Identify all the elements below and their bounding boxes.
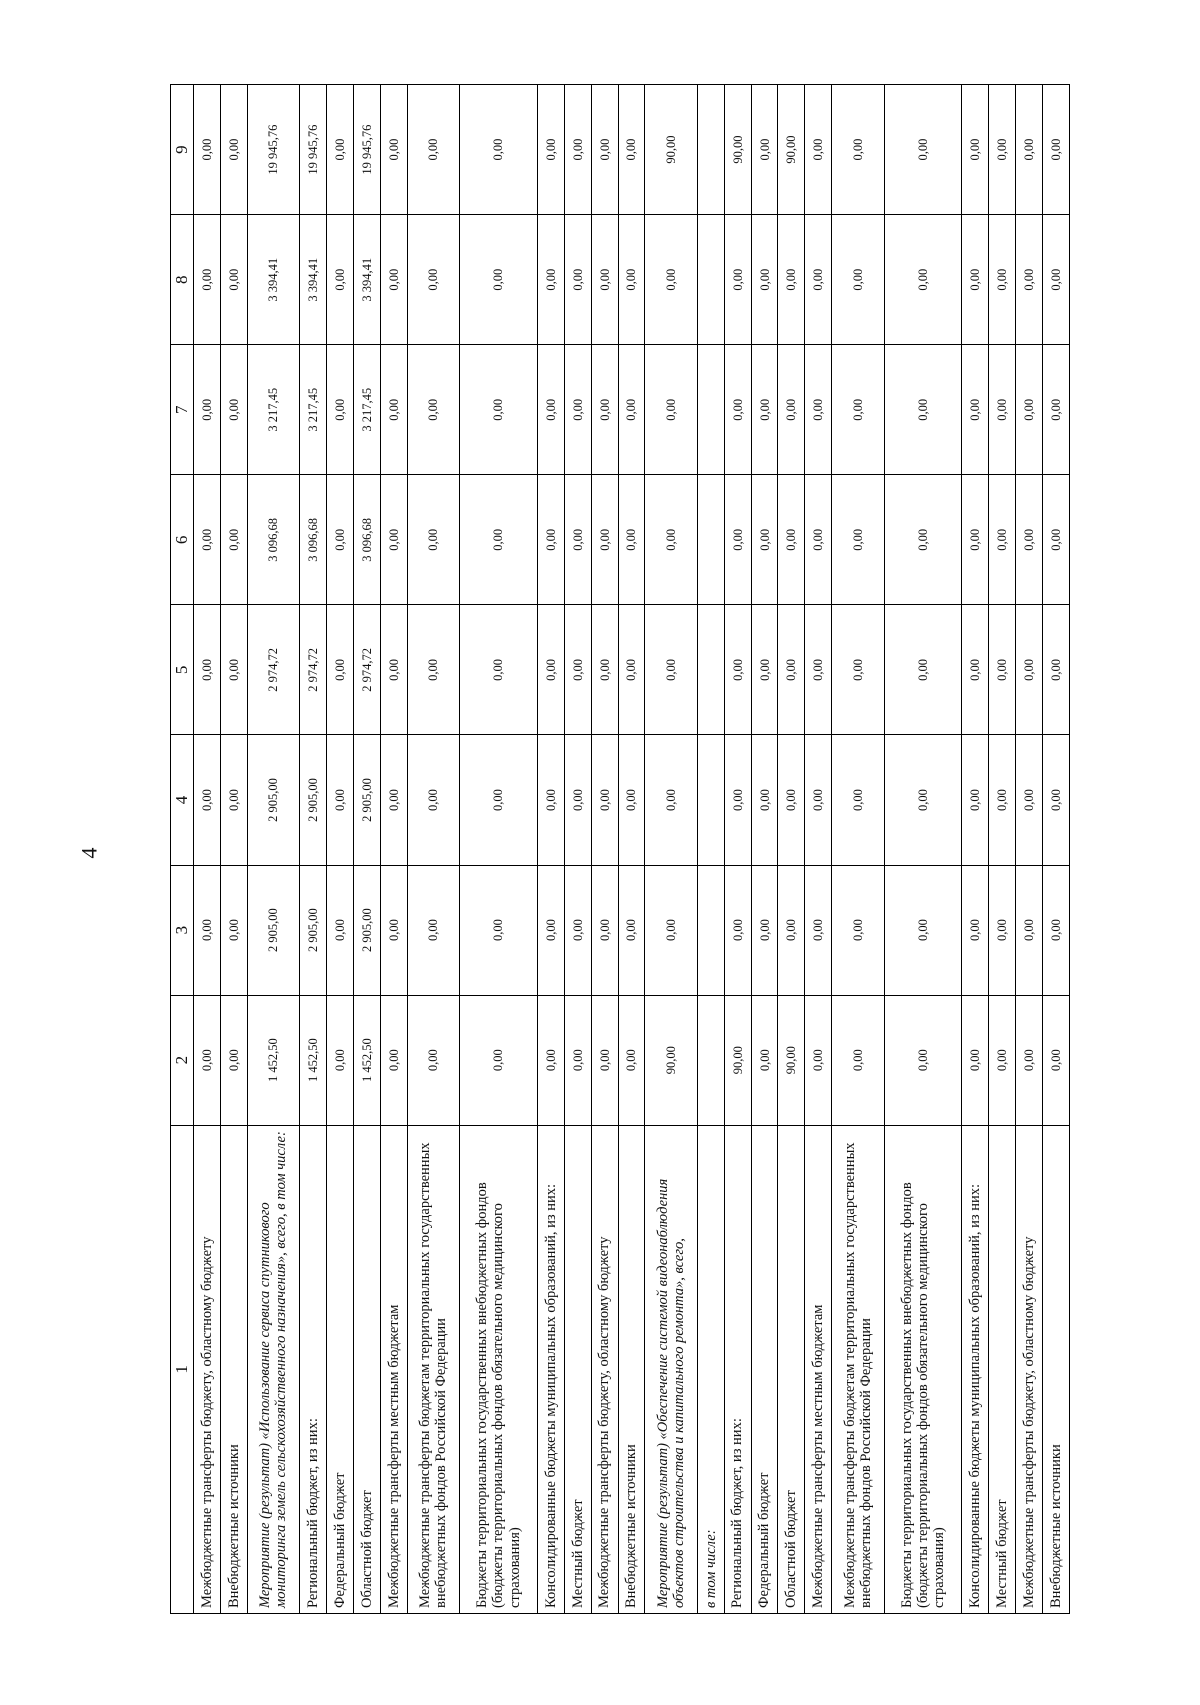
table-cell: 0,00 [591,865,618,995]
table-cell: 0,00 [805,995,832,1125]
table-cell: 0,00 [194,735,221,865]
table-cell: 3 217,45 [300,345,327,475]
table-cell: 0,00 [380,345,407,475]
table-cell: 0,00 [724,345,751,475]
table-cell: 0,00 [832,85,884,215]
table-cell: 0,00 [460,345,538,475]
column-header: 6 [171,475,194,605]
table-cell: 0,00 [407,605,459,735]
table-cell: 0,00 [220,345,247,475]
table-cell: 0,00 [884,85,962,215]
table-cell: 0,00 [778,345,805,475]
table-cell: 0,00 [327,85,354,215]
row-label: Межбюджетные трансферты бюджетам территориальных государственных внебюджетных фондов Российской Федерации [407,1125,459,1613]
table-cell: 0,00 [962,215,989,345]
table-cell: 0,00 [1016,345,1043,475]
table-cell: 0,00 [194,85,221,215]
row-label: Мероприятие (результат) «Обеспечение системой видеонаблюдения объектов строительства и капитального ремонта», всего, [645,1125,697,1613]
table-cell: 0,00 [805,605,832,735]
table-cell: 2 905,00 [353,865,380,995]
table-cell: 0,00 [537,995,564,1125]
table-cell: 0,00 [220,865,247,995]
table-row [300,85,327,1614]
row-label: Областной бюджет [353,1125,380,1613]
table-cell: 0,00 [778,215,805,345]
table-cell: 0,00 [832,995,884,1125]
table-cell: 0,00 [724,475,751,605]
column-header: 3 [171,865,194,995]
table-row [778,85,805,1614]
table-cell: 0,00 [591,605,618,735]
table-cell: 90,00 [778,85,805,215]
table-cell: 0,00 [194,215,221,345]
table-cell: 0,00 [220,85,247,215]
table-row [460,85,538,1614]
table-cell: 2 905,00 [300,735,327,865]
table-cell: 0,00 [220,215,247,345]
table-cell: 0,00 [618,605,645,735]
table-cell [697,215,724,345]
row-label: Межбюджетные трансферты бюджетам территориальных государственных внебюджетных фондов Российской Федерации [832,1125,884,1613]
table-cell: 0,00 [962,345,989,475]
table-cell: 0,00 [327,215,354,345]
row-label: Межбюджетные трансферты бюджету, областному бюджету [591,1125,618,1613]
table-cell: 0,00 [460,85,538,215]
row-label: Областной бюджет [778,1125,805,1613]
table-cell: 0,00 [380,215,407,345]
table-row [697,85,724,1614]
table-cell: 0,00 [989,475,1016,605]
table-cell: 0,00 [407,85,459,215]
table-cell: 0,00 [884,735,962,865]
table-cell: 0,00 [380,735,407,865]
column-header: 2 [171,995,194,1125]
table-cell: 0,00 [962,995,989,1125]
table-cell: 0,00 [460,995,538,1125]
column-header: 7 [171,345,194,475]
table-cell: 0,00 [591,345,618,475]
table-cell: 0,00 [724,735,751,865]
table-cell: 0,00 [564,345,591,475]
table-cell: 0,00 [220,995,247,1125]
table-cell [697,735,724,865]
table-cell [697,85,724,215]
table-cell: 2 905,00 [247,865,299,995]
table-cell: 3 394,41 [353,215,380,345]
table-cell: 0,00 [327,475,354,605]
table-cell: 0,00 [989,345,1016,475]
table-cell: 0,00 [989,735,1016,865]
table-cell: 0,00 [1016,605,1043,735]
table-cell: 0,00 [564,475,591,605]
table-cell: 3 096,68 [353,475,380,605]
table-cell: 0,00 [618,345,645,475]
column-header: 5 [171,605,194,735]
table-cell: 0,00 [194,605,221,735]
table-cell: 0,00 [537,735,564,865]
table-cell: 1 452,50 [353,995,380,1125]
table-cell: 0,00 [564,865,591,995]
table-row [537,85,564,1614]
table-row [591,85,618,1614]
table-cell: 0,00 [751,735,778,865]
column-header: 9 [171,85,194,215]
table-cell: 0,00 [1043,605,1070,735]
table-cell: 0,00 [645,215,697,345]
table-cell: 0,00 [537,215,564,345]
row-label: Федеральный бюджет [751,1125,778,1613]
table-row [989,85,1016,1614]
table-cell: 0,00 [591,475,618,605]
table-cell: 0,00 [645,735,697,865]
table-cell: 0,00 [407,995,459,1125]
table-cell: 0,00 [537,475,564,605]
table-cell: 0,00 [460,605,538,735]
table-row [1016,85,1043,1614]
table-cell: 0,00 [751,345,778,475]
table-cell: 0,00 [751,605,778,735]
table-cell: 0,00 [327,345,354,475]
table-cell: 0,00 [1043,345,1070,475]
table-cell: 0,00 [220,475,247,605]
table-cell: 0,00 [380,865,407,995]
table-cell: 0,00 [564,995,591,1125]
table-row [645,85,697,1614]
row-label: Консолидированные бюджеты муниципальных образований, из них: [962,1125,989,1613]
table-row [724,85,751,1614]
table-cell: 0,00 [645,605,697,735]
table-cell: 0,00 [1016,85,1043,215]
table-cell: 0,00 [832,475,884,605]
table-cell: 0,00 [884,995,962,1125]
table-row [884,85,962,1614]
table-cell: 0,00 [460,865,538,995]
table-cell: 3 394,41 [247,215,299,345]
table-cell: 0,00 [832,735,884,865]
table-cell: 0,00 [327,735,354,865]
table-cell: 0,00 [1043,85,1070,215]
table-cell: 0,00 [591,995,618,1125]
table-cell: 0,00 [805,475,832,605]
table-cell: 0,00 [805,85,832,215]
table-cell: 0,00 [962,605,989,735]
table-cell: 0,00 [751,215,778,345]
table-cell: 90,00 [724,85,751,215]
table-cell: 0,00 [884,475,962,605]
table-cell: 0,00 [407,345,459,475]
row-label: Мероприятие (результат) «Использование сервиса спутникового мониторинга земель сельскохозяйственного назначения», всего, в том числе: [247,1125,299,1613]
table-row [327,85,354,1614]
row-label: Внебюджетные источники [1043,1125,1070,1613]
row-label: Консолидированные бюджеты муниципальных образований, из них: [537,1125,564,1613]
table-cell: 0,00 [1043,475,1070,605]
row-label: Бюджеты территориальных государственных внебюджетных фондов (бюджеты территориальных фондов обязательного медицинского страхования) [460,1125,538,1613]
table-cell: 0,00 [194,995,221,1125]
row-label: Внебюджетные источники [220,1125,247,1613]
table-cell: 0,00 [460,475,538,605]
table-cell: 0,00 [751,475,778,605]
table-cell: 0,00 [778,475,805,605]
table-row [194,85,221,1614]
column-header: 4 [171,735,194,865]
table-row [380,85,407,1614]
table-cell: 0,00 [778,735,805,865]
table-cell: 0,00 [537,345,564,475]
table-cell: 0,00 [380,85,407,215]
table-cell: 0,00 [645,475,697,605]
table-cell: 0,00 [618,475,645,605]
table-cell: 0,00 [832,345,884,475]
table-cell: 0,00 [884,345,962,475]
table-cell [697,345,724,475]
table-cell: 0,00 [537,85,564,215]
table-cell [697,475,724,605]
table-cell: 2 974,72 [353,605,380,735]
table-cell: 0,00 [1016,215,1043,345]
table-cell: 0,00 [407,735,459,865]
table-cell: 2 905,00 [300,865,327,995]
row-label: Внебюджетные источники [618,1125,645,1613]
row-label: в том числе: [697,1125,724,1613]
table-cell: 0,00 [805,215,832,345]
table-cell: 2 905,00 [353,735,380,865]
table-row [805,85,832,1614]
table-cell: 0,00 [805,865,832,995]
table-cell: 3 217,45 [353,345,380,475]
table-cell: 0,00 [1016,735,1043,865]
table-cell: 0,00 [832,215,884,345]
table-cell: 3 096,68 [247,475,299,605]
table-cell: 0,00 [220,605,247,735]
table-header-row [171,85,194,1614]
table-cell: 0,00 [407,215,459,345]
table-cell: 1 452,50 [300,995,327,1125]
table-cell: 0,00 [460,735,538,865]
table-cell: 0,00 [194,865,221,995]
table-cell: 0,00 [962,85,989,215]
table-cell: 0,00 [194,345,221,475]
table-cell: 2 905,00 [247,735,299,865]
table-cell: 19 945,76 [247,85,299,215]
table-row [220,85,247,1614]
table-cell: 0,00 [989,605,1016,735]
table-cell: 0,00 [618,995,645,1125]
table-row [564,85,591,1614]
table-cell: 0,00 [1016,995,1043,1125]
table-cell: 0,00 [962,735,989,865]
table-cell: 0,00 [460,215,538,345]
table-cell: 0,00 [805,345,832,475]
table-cell: 0,00 [618,865,645,995]
table-cell: 2 974,72 [300,605,327,735]
table-row [1043,85,1070,1614]
table-cell: 90,00 [778,995,805,1125]
table-body [194,85,1070,1614]
table-cell: 0,00 [724,605,751,735]
table-cell: 0,00 [645,865,697,995]
table-cell: 0,00 [962,865,989,995]
table-cell: 0,00 [564,85,591,215]
table-cell: 19 945,76 [300,85,327,215]
table-cell: 0,00 [989,865,1016,995]
row-label: Региональный бюджет, из них: [300,1125,327,1613]
row-label: Местный бюджет [564,1125,591,1613]
table-cell: 0,00 [591,215,618,345]
row-label: Федеральный бюджет [327,1125,354,1613]
row-label: Местный бюджет [989,1125,1016,1613]
table-cell: 0,00 [962,475,989,605]
table-cell [697,865,724,995]
table-cell: 0,00 [618,85,645,215]
table-cell: 0,00 [884,215,962,345]
table-row [247,85,299,1614]
table-cell: 0,00 [1043,995,1070,1125]
table-cell: 0,00 [327,605,354,735]
table-row [618,85,645,1614]
table-cell: 0,00 [751,85,778,215]
table-cell: 0,00 [989,215,1016,345]
table-cell: 0,00 [832,605,884,735]
table-row [407,85,459,1614]
table-cell: 0,00 [645,345,697,475]
table-cell: 0,00 [778,865,805,995]
table-cell: 0,00 [220,735,247,865]
rotated-table-wrapper [170,84,1070,1614]
table-cell: 0,00 [618,215,645,345]
table-cell: 19 945,76 [353,85,380,215]
table-cell: 0,00 [724,865,751,995]
table-cell: 0,00 [564,215,591,345]
table-cell [697,995,724,1125]
table-cell: 3 217,45 [247,345,299,475]
table-cell: 0,00 [327,865,354,995]
table-cell: 3 096,68 [300,475,327,605]
table-cell: 0,00 [564,735,591,865]
table-cell: 0,00 [778,605,805,735]
table-cell: 0,00 [989,995,1016,1125]
table-cell: 0,00 [724,215,751,345]
row-label: Бюджеты территориальных государственных внебюджетных фондов (бюджеты территориальных фондов обязательного медицинского страхования) [884,1125,962,1613]
table-cell: 0,00 [884,865,962,995]
table-cell: 90,00 [724,995,751,1125]
table-cell: 0,00 [618,735,645,865]
table-cell: 0,00 [380,995,407,1125]
table-cell: 0,00 [537,605,564,735]
table-cell: 0,00 [832,865,884,995]
page-number: 4 [76,847,102,859]
row-label: Межбюджетные трансферты бюджету, областному бюджету [194,1125,221,1613]
column-header: 1 [171,1125,194,1613]
table-cell: 90,00 [645,85,697,215]
table-cell: 90,00 [645,995,697,1125]
table-cell: 0,00 [327,995,354,1125]
table-cell: 0,00 [380,475,407,605]
table-cell: 0,00 [751,995,778,1125]
table-cell: 0,00 [537,865,564,995]
table-cell: 0,00 [380,605,407,735]
row-label: Межбюджетные трансферты местным бюджетам [380,1125,407,1613]
table-cell: 0,00 [591,85,618,215]
table-cell: 0,00 [407,475,459,605]
table-cell: 3 394,41 [300,215,327,345]
budget-table [170,84,1070,1614]
table-cell: 0,00 [1016,475,1043,605]
table-row [353,85,380,1614]
table-cell: 0,00 [194,475,221,605]
row-label: Межбюджетные трансферты бюджету, областному бюджету [1016,1125,1043,1613]
table-cell: 0,00 [1043,215,1070,345]
table-cell: 0,00 [591,735,618,865]
table-cell: 0,00 [989,85,1016,215]
row-label: Региональный бюджет, из них: [724,1125,751,1613]
table-cell: 1 452,50 [247,995,299,1125]
table-cell: 0,00 [407,865,459,995]
row-label: Межбюджетные трансферты местным бюджетам [805,1125,832,1613]
table-cell: 0,00 [1043,865,1070,995]
table-cell: 0,00 [1016,865,1043,995]
table-cell: 0,00 [751,865,778,995]
table-cell: 0,00 [805,735,832,865]
table-cell: 0,00 [884,605,962,735]
column-header: 8 [171,215,194,345]
table-row [751,85,778,1614]
table-cell: 2 974,72 [247,605,299,735]
table-row [832,85,884,1614]
table-cell: 0,00 [1043,735,1070,865]
table-cell [697,605,724,735]
table-cell: 0,00 [564,605,591,735]
table-row [962,85,989,1614]
